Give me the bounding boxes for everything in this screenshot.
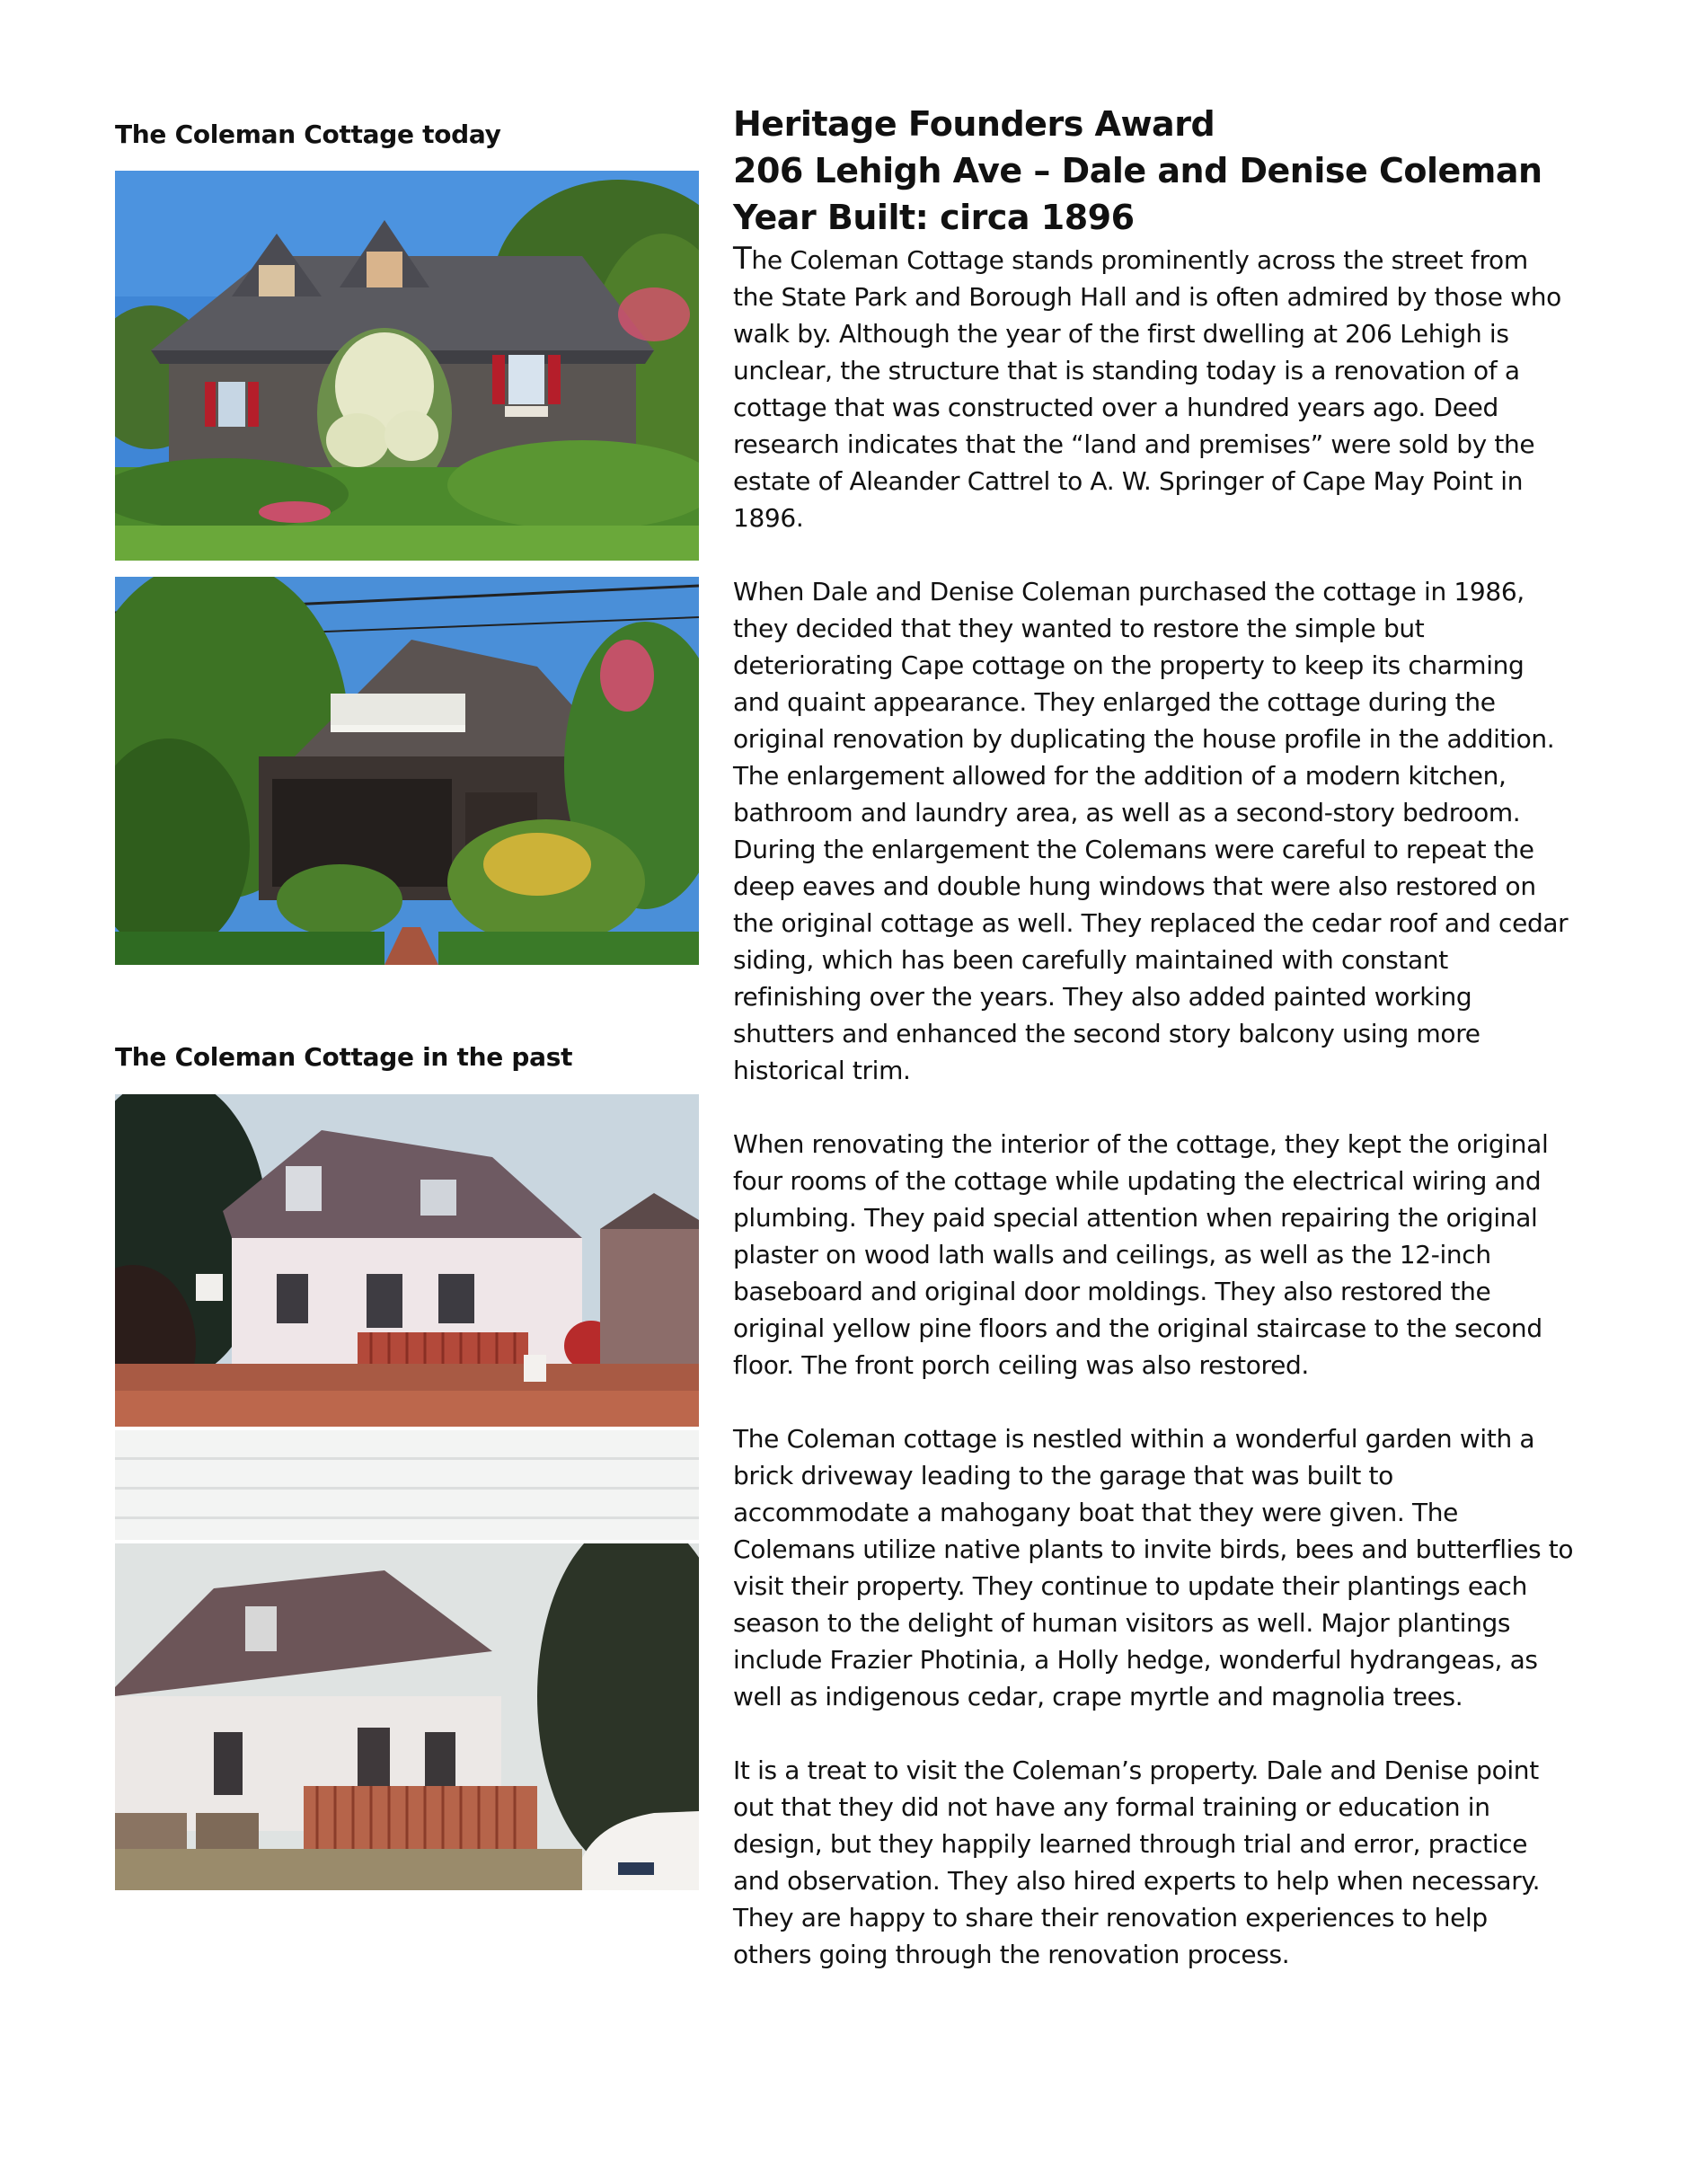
caption-cottage-past: The Coleman Cottage in the past	[115, 1042, 573, 1072]
award-title	[733, 101, 1578, 241]
paragraph-line: It is a treat to visit the Coleman’s property. Dale and Denise point	[733, 1755, 1539, 1785]
paragraph-line: out that they did not have any formal training or education in	[733, 1792, 1490, 1822]
paragraph-line: plumbing. They paid special attention when repairing the original	[733, 1203, 1538, 1233]
paragraph-line: Colemans utilize native plants to invite birds, bees and butterflies to	[733, 1534, 1574, 1564]
paragraph-line: shutters and enhanced the second story balcony using more	[733, 1019, 1480, 1048]
paragraph-gap	[733, 1089, 1578, 1126]
paragraph-line: During the enlargement the Colemans were careful to repeat the	[733, 835, 1534, 864]
paragraph-gap	[733, 1715, 1578, 1752]
paragraph-gap	[733, 1384, 1578, 1420]
paragraph-line: baseboard and original door moldings. They also restored the	[733, 1277, 1491, 1306]
paragraph-garden	[733, 1420, 1578, 1715]
paragraph-line: design, but they happily learned through trial and error, practice	[733, 1829, 1528, 1859]
photo-cottage-past-2	[115, 1543, 699, 1890]
paragraph-line: deep eaves and double hung windows that were also restored on	[733, 871, 1536, 901]
paragraph-line: include Frazier Photinia, a Holly hedge, wonderful hydrangeas, as	[733, 1645, 1538, 1675]
paragraph-line: cottage that was constructed over a hundred years ago. Deed	[733, 393, 1498, 422]
paragraph-line: 1896.	[733, 503, 804, 533]
paragraph-line: and quaint appearance. They enlarged the cottage during the	[733, 687, 1496, 717]
paragraph-line: others going through the renovation process.	[733, 1940, 1290, 1969]
award-name: Heritage Founders Award	[733, 104, 1215, 144]
photo-backing-strip	[115, 1430, 699, 1540]
paragraph-line: four rooms of the cottage while updating the electrical wiring and	[733, 1166, 1542, 1196]
paragraph-exterior-renovation	[733, 573, 1578, 1089]
paragraph-line: When renovating the interior of the cottage, they kept the original	[733, 1129, 1549, 1159]
paragraph-line: The enlargement allowed for the addition of a modern kitchen,	[733, 761, 1507, 791]
paragraph-line: estate of Aleander Cattrel to A. W. Springer of Cape May Point in	[733, 466, 1524, 496]
year-built: Year Built: circa 1896	[733, 198, 1135, 237]
caption-cottage-today: The Coleman Cottage today	[115, 119, 501, 149]
paragraph-line: plaster on wood lath walls and ceilings, as well as the 12-inch	[733, 1240, 1491, 1269]
paragraph-line: the State Park and Borough Hall and is often admired by those who	[733, 282, 1561, 312]
paragraph-line: The Coleman cottage is nestled within a wonderful garden with a	[733, 1424, 1535, 1454]
paragraph-line: accommodate a mahogany boat that they were given. The	[733, 1498, 1459, 1527]
article-body	[733, 241, 1578, 1973]
paragraph-line: The Coleman Cottage stands prominently across the street from	[733, 241, 1528, 277]
paragraph-line: they decided that they wanted to restore the simple but	[733, 614, 1425, 643]
paragraph-interior-renovation	[733, 1126, 1578, 1384]
paragraph-line: unclear, the structure that is standing today is a renovation of a	[733, 356, 1520, 385]
paragraph-line: bathroom and laundry area, as well as a second-story bedroom.	[733, 798, 1521, 827]
paragraph-line: siding, which has been carefully maintained with constant	[733, 945, 1448, 975]
paragraph-line: refinishing over the years. They also added painted working	[733, 982, 1472, 1012]
paragraph-line: walk by. Although the year of the first dwelling at 206 Lehigh is	[733, 319, 1509, 349]
paragraph-line: and observation. They also hired experts to help when necessary.	[733, 1866, 1541, 1896]
paragraph-line: research indicates that the “land and premises” were sold by the	[733, 429, 1535, 459]
drop-cap: T	[733, 241, 752, 277]
photo-cottage-today-side	[115, 577, 699, 965]
paragraph-history	[733, 241, 1578, 536]
paragraph-line: brick driveway leading to the garage that was built to	[733, 1461, 1393, 1490]
paragraph-line: deteriorating Cape cottage on the property to keep its charming	[733, 650, 1525, 680]
article-column	[733, 101, 1578, 1973]
paragraph-line: original yellow pine floors and the original staircase to the second	[733, 1313, 1542, 1343]
paragraph-line: well as indigenous cedar, crape myrtle and magnolia trees.	[733, 1682, 1463, 1711]
paragraph-line: season to the delight of human visitors as well. Major plantings	[733, 1608, 1511, 1638]
paragraph-line: floor. The front porch ceiling was also restored.	[733, 1350, 1309, 1380]
photo-cottage-today-front	[115, 171, 699, 561]
paragraph-line: visit their property. They continue to update their plantings each	[733, 1571, 1527, 1601]
property-address-owners: 206 Lehigh Ave – Dale and Denise Coleman	[733, 151, 1542, 190]
paragraph-line: When Dale and Denise Coleman purchased the cottage in 1986,	[733, 577, 1525, 606]
paragraph-closing	[733, 1752, 1578, 1973]
paragraph-line: historical trim.	[733, 1056, 911, 1085]
photo-cottage-past-1	[115, 1094, 699, 1427]
paragraph-line: the original cottage as well. They replaced the cedar roof and cedar	[733, 908, 1569, 938]
paragraph-gap	[733, 536, 1578, 573]
paragraph-line: They are happy to share their renovation experiences to help	[733, 1903, 1488, 1932]
paragraph-line: original renovation by duplicating the house profile in the addition.	[733, 724, 1555, 754]
